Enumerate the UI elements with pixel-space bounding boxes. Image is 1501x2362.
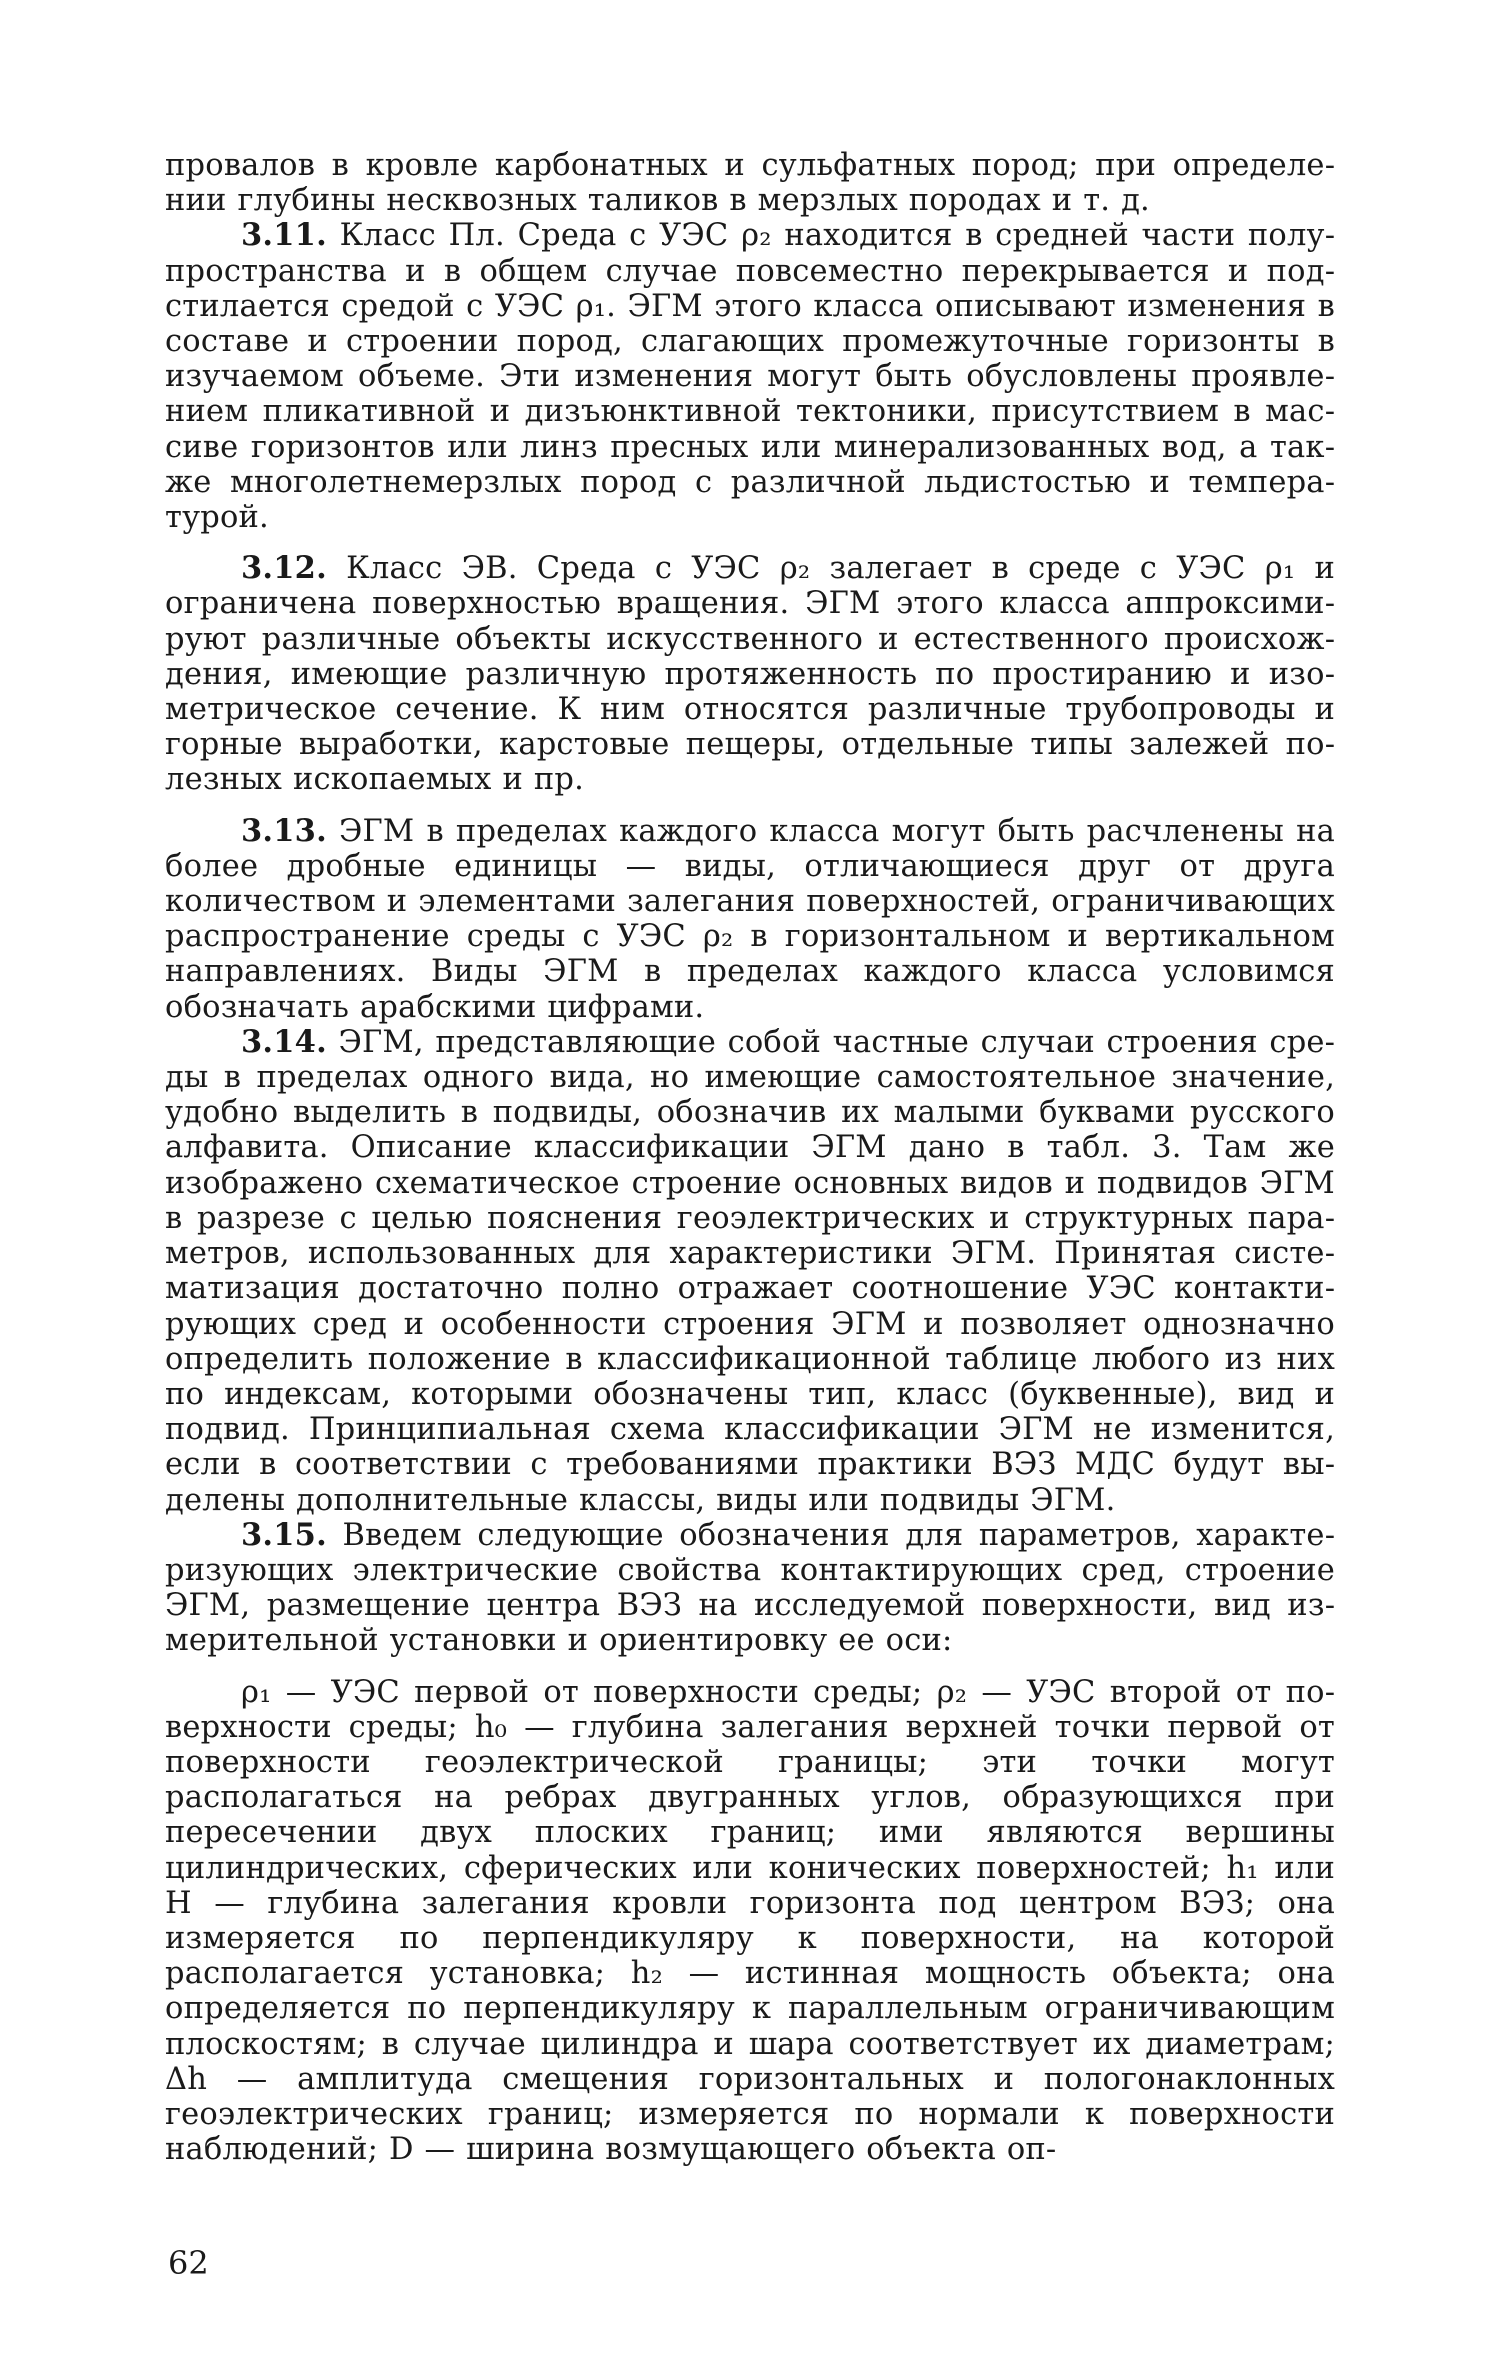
document-page [165,148,1335,2298]
paragraph-text: ρ₁ — УЭС первой от поверхности среды; ρ₂ — УЭС второй от поверхности среды; h₀ — глубина залегания верхней точки первой от поверхности геоэлектрической границы; эти точки могут располагаться на ребрах двугранных углов, образующихся при пересечении двух плоских границ; ими являются вершины цилиндрических, сферических или конических поверхностей; h₁ или H — глубина залегания кровли горизонта под центром ВЭЗ; она измеряется по перпендикуляру к поверхности, на которой располагается установка; h₂ — истинная мощность объекта; она определяется по перпендикуляру к параллельным ограничивающим плоскостям; в случае цилиндра и шара соответствует их диаметрам; Δh — амплитуда смещения горизонтальных и пологонаклонных геоэлектрических границ; измеряется по нормали к поверхности наблюдений; D — ширина возмущающего объекта оп- [165,1674,1335,2168]
paragraph-text: ЭГМ в пределах каждого класса могут быть расчленены на более дробные единицы — виды, отличающиеся друг от друга количеством и элементами залегания поверхностей, ограничивающих распространение среды с УЭС ρ₂ в горизонтальном и вертикальном направлениях. Виды ЭГМ в пределах каждого класса условимся обозначать арабскими цифрами. [165,813,1335,1025]
paragraph-text: Класс ЭВ. Среда с УЭС ρ₂ залегает в среде с УЭС ρ₁ и ограничена поверхностью вращения. ЭГМ этого класса аппроксимируют различные объекты искусственного и естественного происхождения, имеющие различную протяженность по простиранию и изометрическое сечение. К ним относятся различные трубопроводы и горные выработки, карстовые пещеры, отдельные типы залежей полезных ископаемых и пр. [165,551,1335,798]
paragraph-text: Введем следующие обозначения для параметров, характеризующих электрические свойства контактирующих сред, строение ЭГМ, размещение центра ВЭЗ на исследуемой поверхности, вид измерительной установки и ориентировку ее оси: [165,1517,1335,1659]
paragraph-3-15 [165,1518,1335,1659]
paragraph-3-12 [165,551,1335,797]
paragraph-3-14 [165,1025,1335,1518]
paragraph-3-11 [165,218,1335,535]
paragraph-3-13 [165,814,1335,1025]
section-number: 3.11. [241,217,327,254]
section-number: 3.13. [241,812,327,849]
paragraph-continuation [165,148,1335,218]
page-number: 62 [168,2244,209,2282]
paragraph-text: провалов в кровле карбонатных и сульфатных пород; при определении глубины несквозных таликов в мерзлых породах и т. д. [165,148,1335,219]
section-number: 3.14. [241,1023,327,1060]
section-number: 3.12. [241,550,327,587]
paragraph-text: ЭГМ, представляющие собой частные случаи строения среды в пределах одного вида, но имеющие самостоятельное значение, удобно выделить в подвиды, обозначив их малыми буквами русского алфавита. Описание классификации ЭГМ дано в табл. 3. Там же изображено схематическое строение основных видов и подвидов ЭГМ в разрезе с целью пояснения геоэлектрических и структурных параметров, использованных для характеристики ЭГМ. Принятая систематизация достаточно полно отражает соотношение УЭС контактирующих сред и особенности строения ЭГМ и позволяет однозначно определить положение в классификационной таблице любого из них по индексам, которыми обозначены тип, класс (буквенные), вид и подвид. Принципиальная схема классификации ЭГМ не изменится, если в соответствии с требованиями практики ВЭЗ МДС будут выделены дополнительные классы, виды или подвиды ЭГМ. [165,1024,1335,1518]
paragraph-text: Класс Пл. Среда с УЭС ρ₂ находится в средней части полупространства и в общем случае повсеместно перекрывается и подстилается средой с УЭС ρ₁. ЭГМ этого класса описывают изменения в составе и строении пород, слагающих промежуточные горизонты в изучаемом объеме. Эти изменения могут быть обусловлены проявлением пликативной и дизъюнктивной тектоники, присутствием в массиве горизонтов или линз пресных или минерализованных вод, а также многолетнемерзлых пород с различной льдистостью и температурой. [165,218,1335,536]
paragraph-definitions [165,1675,1335,2168]
section-number: 3.15. [241,1516,327,1553]
